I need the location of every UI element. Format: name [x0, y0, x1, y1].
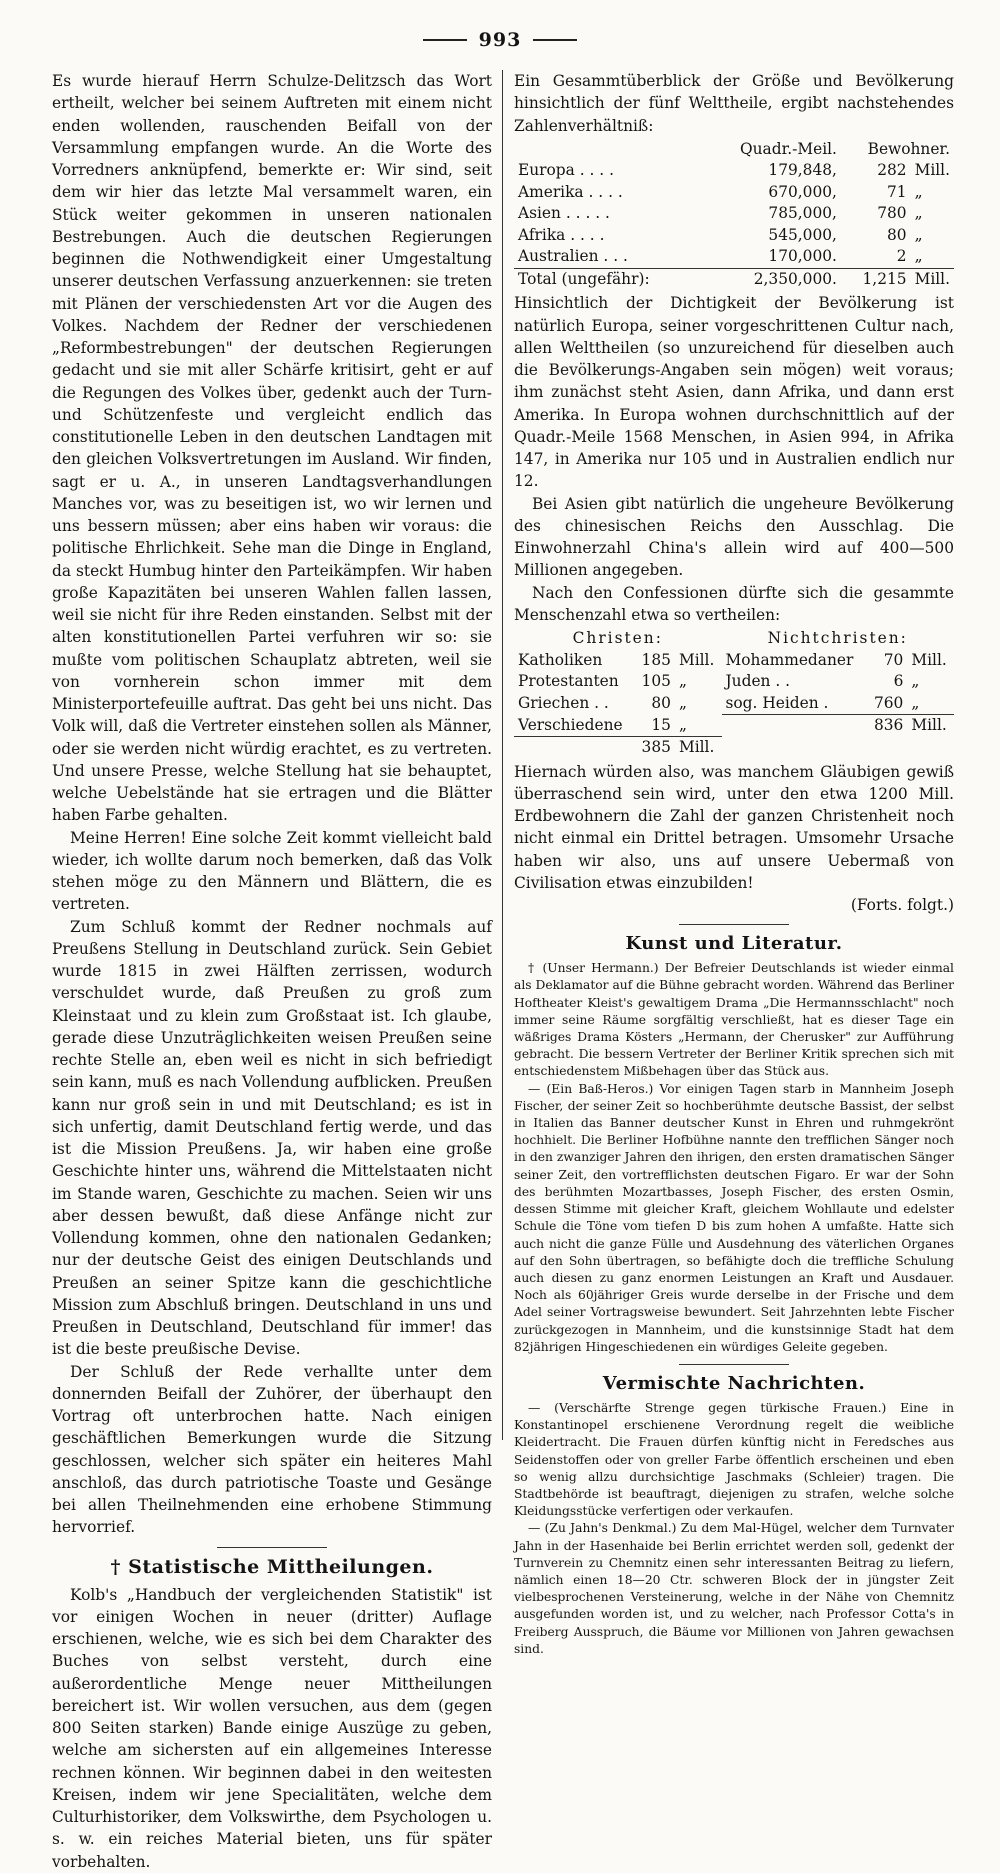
table-row	[514, 225, 954, 247]
area-value: 179,848,	[768, 161, 837, 180]
paragraph: Hinsichtlich der Dichtigkeit der Bevölkerung ist natürlich Europa, seiner vorgeschrittenen Cultur nach, allen Welttheilen (so unzureichend für dieselben auch die Bevölkerungs-Angaben sein mögen) weit voraus; ihm zunächst steht Asien, dann Afrika, und dann erst Amerika. In Europa wohnen durchschnittlich auf der Quadr.-Meile 1568 Menschen, in Asien 994, in Afrika 147, in Amerika nur 105 und in Australien endlich nur 12.	[514, 294, 954, 491]
leader-dots: . . . .	[579, 161, 614, 180]
confession-name: sog. Heiden .	[725, 693, 829, 712]
header-rule-right	[533, 39, 577, 41]
paragraph: Meine Herren! Eine solche Zeit kommt vielleicht bald wieder, ich wollte darum noch bemerken, daß das Volk stehen möge zu den Männern und Blättern, die es vertreten.	[52, 828, 492, 914]
section-title-statistik: † Statistische Mittheilungen.	[110, 1555, 434, 1578]
unit: Mill.	[675, 737, 722, 759]
table-total-row	[514, 737, 954, 759]
continents-table	[514, 139, 954, 291]
confession-name: Griechen . .	[518, 693, 609, 712]
area-value: 670,000,	[768, 182, 837, 201]
unit: Mill.	[907, 715, 954, 737]
leader-dots: . . . . .	[565, 204, 610, 223]
paragraph: Es wurde hierauf Herrn Schulze-Delitzsch das Wort ertheilt, welcher bei seinem Auftreten mit einem nicht enden wollenden, rauschenden Beifall von der Versammlung empfangen wurde. An die Worte des Vorredners anknüpfend, bemerkte er: Wir sind, seit dem wir hier das letzte Mal versammelt waren, ein Stück weiter gekommen in unseren nationalen Bestrebungen. Auch die deutschen Regierungen beginnen die Nothwendigkeit einer Umgestaltung unserer deutschen Verfassung anzuerkennen: sie treten mit Plänen der verschiedensten Art vor die Augen des Volkes. Nachdem der Redner der verschiedenen „Reformbestrebungen" der deutschen Regierungen gedacht und sie mit aller Schärfe kritisirt, geht er auf die Regungen des Volkes über, gedenkt auch der Turn- und Schützenfeste und vergleicht endlich das constitutionelle Leben in den deutschen Landtagen mit den gleichen Volksvertretungen im Ausland. Wir finden, sagt er u. A., in unseren Landtagsverhandlungen Manches vor, was zu beseitigen ist, wo wir lernen und uns bessern müssen; aber eins haben wir voraus: die politische Ehrlichkeit. Sehe man die Dinge in England, da steckt Humbug hinter den Parteikämpfen. Wir haben große Kapazitäten bei unseren Wahlen fallen lassen, weil sie nicht für ihre Reden einstanden. Selbst mit der alten konstitutionellen Partei verfuhren wir so: sie mußte vom politischen Schauplatz abtreten, weil sie von vornherein schon immer mit dem Ministerportefeuille auftrat. Das geht bei uns nicht. Das Volk will, daß die Vertreter einstehen sollen als Männer, oder sie werden nicht würdig erachtet, es zu vertreten. Und unsere Presse, welche Stellung hat sie behauptet, welche Uebelstände hat sie ertragen und die Blätter haben Farbe gehalten.	[52, 72, 492, 825]
sum-nonchristians: 836	[867, 715, 907, 737]
total-population: 1,215	[841, 268, 911, 290]
continent-name: Europa	[518, 161, 575, 180]
unit: „	[678, 672, 687, 690]
section-title-vermischte: Vermischte Nachrichten.	[602, 1372, 866, 1394]
total-label: Total (ungefähr):	[514, 268, 701, 290]
page-header	[0, 28, 1000, 52]
page-number: 993	[478, 29, 522, 51]
confession-value: 15	[651, 715, 671, 734]
population-value: 80	[886, 225, 907, 244]
column-divider	[502, 70, 503, 1440]
paragraph: Ein Gesammtüberblick der Größe und Bevölkerung hinsichtlich der fünf Welttheile, ergibt nachstehendes Zahlenverhältniß:	[514, 72, 954, 135]
unit: Mill.	[911, 650, 947, 669]
statistik-article	[52, 1584, 492, 1873]
paragraph: Der Schluß der Rede verhallte unter dem donnernden Beifall der Zuhörer, der überhaupt den Vortrag oft unterbrochen hatte. Nach einigen geschäftlichen Bemerkungen wurde die Sitzung geschlossen, welcher sich später ein heiteres Mahl anschloß, das durch patriotische Toaste und Gesänge bei allen Theilnehmenden eine erhobene Stimmung hervorrief.	[52, 1362, 492, 1537]
kunst-articles	[514, 960, 954, 1356]
paragraph: Hiernach würden also, was manchem Gläubigen gewiß überraschend sein wird, unter den etwa 1200 Mill. Erdbewohnern die Zahl der ganzen Christenheit noch nicht einmal ein Drittel betragen. Umsomehr Ursache haben wir also, uns auf unsere Uebermaß von Civilisation etwas einzubilden!	[514, 762, 954, 892]
paragraph: Zum Schluß kommt der Redner nochmals auf Preußens Stellung in Deutschland zurück. Sein Gebiet wurde 1815 in zwei Hälften zerrissen, wodurch verschuldet wurde, daß Preußen zu groß zum Kleinstaat und zu klein zum Großstaat ist. Ich glaube, gerade diese Unzuträglichkeiten weisen Preußen seine rechte Stelle an, eben weil es nicht in sich befriedigt sein kann, muß es nach Vollendung aufblicken. Preußen kann nur groß sein in und mit Deutschland; es ist in sich unfertig, damit Deutschland fertig werde, und das ist die Mission Preußens. Ja, wir haben eine große Geschichte hinter uns, während die Mittelstaaten nicht im Stande waren, Geschichte zu machen. Seien wir uns aber dessen bewußt, daß diese Anfänge nicht zur Vollendung kommen, ohne den nationalen Gedanken; nur der deutsche Geist des einigen Deutschlands und Preußen an seiner Spitze kann die geschichtliche Mission zum Abschluß bringen. Deutschland in uns und Preußen in Deutschland, Deutschland für immer! das ist die beste preußische Devise.	[52, 917, 492, 1359]
table-row	[514, 693, 954, 715]
left-column	[52, 70, 492, 1871]
confession-value: 760	[873, 693, 904, 712]
population-value: 780	[877, 204, 907, 223]
unit: „	[678, 715, 687, 734]
paragraph: Nach den Confessionen dürfte sich die gesammte Menschenzahl etwa so vertheilen:	[514, 583, 954, 624]
unit: Mill.	[678, 650, 715, 669]
population-value: 282	[877, 161, 907, 180]
unit: „	[914, 247, 923, 266]
total-area: 2,350,000.	[701, 268, 841, 290]
confession-value: 185	[641, 650, 671, 669]
confession-name: Juden . .	[725, 672, 791, 690]
unit: Mill.	[914, 161, 950, 180]
news-item: — (Ein Baß-Heros.) Vor einigen Tagen starb in Mannheim Joseph Fischer, der seiner Zeit so hochberühmte deutsche Bassist, der selbst in Italien das Banner deutscher Kunst in Ehren und ruhmgekrönt hochhielt. Die Berliner Hofbühne nannte den trefflichen Sänger noch in den zwanziger Jahren den ihrigen, den ersten dramatischen Sänger seiner Zeit, den vortrefflichsten deutschen Figaro. Er war der Sohn des berühmten Mozartbasses, Joseph Fischer, des ersten Osmin, dessen Stimme mit gleicher Kraft, gleichem Wohllaute und edelster Schule die Töne vom tiefen D bis zum hohen A umfaßte. Hatte sich auch nicht die ganze Fülle und Ausdehnung des väterlichen Organes auf den Sohn übertragen, so befähigte doch die treffliche Schulung auch diesen zu ganz enormen Leistungen an Kraft und Ausdauer. Noch als 60jähriger Greis wurde derselbe in der Frische und dem Adel seiner Vortragsweise bewundert. Seit Jahrzehnten lebte Fischer zurückgezogen in Mannheim, und die kunstsinnige Stadt hat dem 82jährigen Hingeschiedenen ein würdiges Geleite gegeben.	[514, 1081, 954, 1354]
table-row	[514, 203, 954, 225]
table-header-row	[514, 628, 954, 650]
unit: „	[914, 225, 923, 244]
unit: „	[911, 693, 920, 712]
area-value: 170,000.	[768, 247, 837, 266]
news-item: † (Unser Hermann.) Der Befreier Deutschlands ist wieder einmal als Deklamator auf die Bühne gebracht worden. Während das Berliner Hoftheater Kleist's gewaltigem Drama „Die Hermannsschlacht" noch immer seine Räume sorgfältig verschließt, hat es dieser Tage ein wäßriges Drama Kösters „Hermann, der Cherusker" zur Aufführung gebracht. Die bessern Vertreter der Berliner Kritik sprechen sich mit entschiedenstem Mißbehagen über das Stück aus.	[514, 961, 954, 1079]
confession-name: Katholiken	[518, 650, 603, 669]
section-rule	[679, 1364, 789, 1365]
continent-name: Asien	[518, 204, 561, 223]
unit: „	[911, 672, 920, 690]
table-row	[514, 182, 954, 204]
area-value: 785,000,	[768, 204, 837, 223]
confession-table	[514, 628, 954, 759]
confession-name: Verschiedene	[518, 715, 623, 734]
continent-name: Australien	[518, 247, 599, 266]
table-row	[514, 715, 954, 737]
leader-dots: . . . .	[588, 182, 623, 201]
table-header-row	[514, 139, 954, 161]
news-item: — (Zu Jahn's Denkmal.) Zu dem Mal-Hügel, welcher dem Turnvater Jahn in der Hasenhaide bei Berlin errichtet werden soll, gedenkt der Turnverein zu Chemnitz einen sehr interessanten Beitrag zu liefern, nämlich einen 18—20 Ctr. schweren Block der in jüngster Zeit vielbesprochenen Versteinerung, welche in der Nähe von Chemnitz ausgefunden worden ist, und zu welcher, nach Professor Cotta's in Freiberg Ausspruch, die Bäume vor Millionen von Jahren gewachsen sind.	[514, 1521, 954, 1656]
speech-report	[52, 70, 492, 1539]
table-header: Bewohner.	[867, 139, 950, 158]
continent-name: Amerika	[518, 182, 584, 201]
continent-name: Afrika	[518, 225, 566, 244]
confession-name: Mohammedaner	[725, 650, 854, 669]
leader-dots: . . .	[603, 247, 628, 266]
table-row	[514, 650, 954, 672]
sum-christians: 385	[635, 737, 675, 759]
paragraph: Bei Asien gibt natürlich die ungeheure Bevölkerung des chinesischen Reichs den Ausschlag. Die Einwohnerzahl China's allein wird auf 400—500 Millionen angegeben.	[514, 494, 954, 580]
table-header: Quadr.-Meil.	[740, 139, 837, 158]
confession-value: 6	[893, 672, 904, 690]
unit: Mill.	[911, 268, 954, 290]
unit: „	[678, 693, 687, 712]
population-value: 2	[896, 247, 907, 266]
confession-value: 80	[651, 693, 671, 712]
area-value: 545,000,	[768, 225, 837, 244]
right-column	[514, 70, 954, 1656]
section-rule	[679, 924, 789, 925]
table-row	[514, 671, 954, 693]
table-total-row	[514, 268, 954, 290]
header-rule-left	[423, 39, 467, 41]
continuation-note: (Forts. folgt.)	[850, 896, 954, 914]
table-row	[514, 160, 954, 182]
confession-value: 105	[641, 672, 671, 690]
paragraph: Kolb's „Handbuch der vergleichenden Statistik" ist vor einigen Wochen in neuer (dritter) Auflage erschienen, welche, wie es sich bei dem Charakter des Buches von selbst versteht, durch eine außerordentliche Menge neuer Mittheilungen bereichert ist. Wir wollen versuchen, aus dem (gegen 800 Seiten starken) Bande einige Auszüge zu geben, welche am sichersten auf ein allgemeines Interesse rechnen können. Wir beginnen dabei in den weitesten Kreisen, indem wir jene Specialitäten, welche dem Culturhistoriker, dem Volkswirthe, dem Psychologen u. s. w. ein reiches Material bieten, uns für später vorbehalten.	[52, 1585, 492, 1871]
confession-value: 70	[883, 650, 904, 669]
table-header: Christen:	[572, 629, 663, 647]
table-header: Nichtchristen:	[767, 629, 908, 647]
news-item: — (Verschärfte Strenge gegen türkische Frauen.) Eine in Konstantinopel erschienene Verordnung regelt die weibliche Kleidertracht. Die Frauen dürfen künftig nicht in Feredsches aus Seidenstoffen oder von greller Farbe öffentlich erscheinen und eben so wenig allzu durchsichtige Jaschmaks (Schleier) tragen. Die Stadtbehörde ist beauftragt, diejenigen zu strafen, welche solche Kleidungsstücke verfertigen oder verkaufen.	[514, 1400, 954, 1519]
vermischte-articles	[514, 1400, 954, 1658]
unit: „	[914, 204, 923, 223]
leader-dots: . . . .	[570, 225, 605, 244]
section-title-kunst: Kunst und Literatur.	[625, 933, 843, 955]
table-row	[514, 246, 954, 268]
section-rule	[217, 1547, 327, 1548]
unit: „	[914, 182, 923, 201]
population-value: 71	[886, 182, 907, 201]
statistik-continued	[514, 70, 954, 916]
confession-name: Protestanten	[518, 672, 619, 690]
